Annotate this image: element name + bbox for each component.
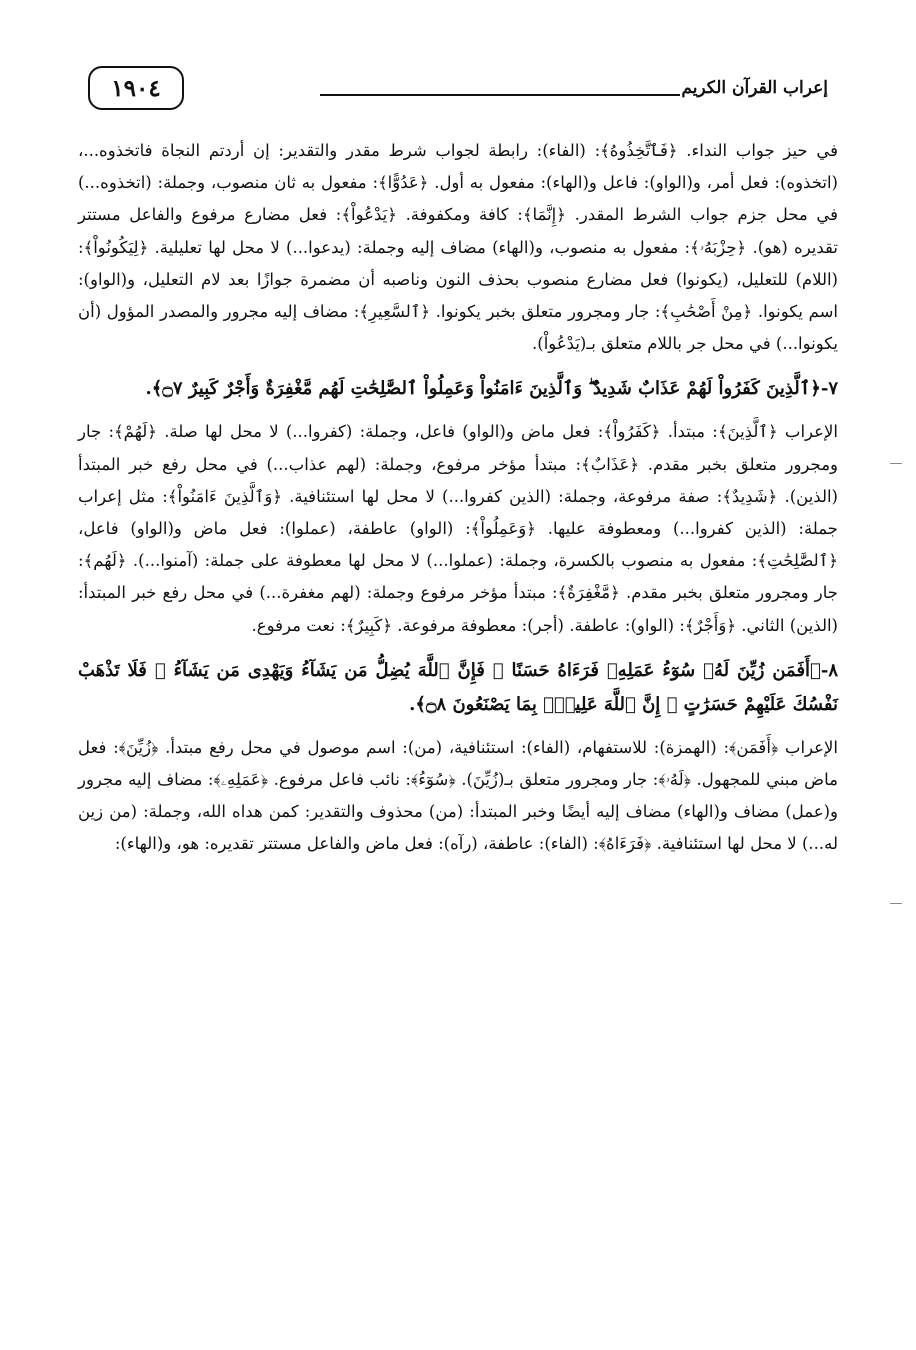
page-header [0,58,916,108]
quran-verse-7: ٧-﴿ٱلَّذِينَ كَفَرُواْ لَهُمْ عَذَابٌ شَدِيدٌ ۖ وَٱلَّذِينَ ءَامَنُواْ وَعَمِلُواْ ٱلصَّٰلِحَٰتِ لَهُم مَّغْفِرَةٌ وَأَجْرٌ كَبِيرٌ ۝٧﴾. [145,378,838,400]
header-divider [320,94,680,96]
book-title: إعراب القرآن الكريم [681,78,828,98]
paragraph-irab-verse-8: الإعراب ﴿أَفَمَن﴾: (الهمزة): للاستفهام، (الفاء): استئنافية، (من): اسم موصول في محل رفع مبتدأ. ﴿زُيِّنَ﴾: فعل ماض مبني للمجهول. ﴿لَهُۥ﴾: جار ومجرور متعلق بـ(زُيِّنَ). ﴿سُوٓءُ﴾: نائب فاعل مرفوع. ﴿عَمَلِهِۦ﴾: مضاف إليه مجرور و(عمل) مضاف و(الهاء) مضاف إليه أيضًا وخبر المبتدأ: (من) محذوف والتقدير: كمن هداه الله، وجملة: (من زين له...) لا محل لها استئنافية. ﴿فَرَءَاهُ﴾: (الفاء): عاطفة، (رآه): فعل ماض والفاعل مستتر تقديره: هو، و(الهاء): [78,737,838,854]
page-body [78,135,838,861]
margin-mark [890,463,902,464]
page-number: ١٩٠٤ [88,66,184,110]
quran-verse-8: ٨-﴿أَفَمَن زُيِّنَ لَهُۥ سُوٓءُ عَمَلِهِۦ فَرَءَاهُ حَسَنًا ۖ فَإِنَّ ٱللَّهَ يُضِلُّ مَن يَشَآءُ وَيَهْدِى مَن يَشَآءُ ۖ فَلَا تَذْهَبْ نَفْسُكَ عَلَيْهِمْ حَسَرَٰتٍ ۚ إِنَّ ٱللَّهَ عَلِيمٌۢ بِمَا يَصْنَعُونَ ۝٨﴾. [78,659,838,715]
paragraph-irab-verse-7: الإعراب ﴿ٱلَّذِينَ﴾: مبتدأ. ﴿كَفَرُواْ﴾: فعل ماض و(الواو) فاعل، وجملة: (كفروا...) لا محل لها صلة. ﴿لَهُمْ﴾: جار ومجرور متعلق بخبر مقدم. ﴿عَذَابٌ﴾: مبتدأ مؤخر مرفوع، وجملة: (لهم عذاب...) في محل رفع خبر المبتدأ (الذين). ﴿شَدِيدٌ﴾: صفة مرفوعة، وجملة: (الذين كفروا...) لا محل لها استئنافية. ﴿وَٱلَّذِينَ ءَامَنُواْ﴾: مثل إعراب جملة: (الذين كفروا...) ومعطوفة عليها. ﴿وَعَمِلُواْ﴾: (الواو) عاطفة، (عملوا): فعل ماض و(الواو) فاعل، ﴿ٱلصَّٰلِحَٰتِ﴾: مفعول به منصوب بالكسرة، وجملة: (عملوا...) لا محل لها معطوفة على جملة: (آمنوا...). ﴿لَهُم﴾: جار ومجرور متعلق بخبر مقدم. ﴿مَّغْفِرَةٌ﴾: مبتدأ مؤخر مرفوع وجملة: (لهم مغفرة...) في محل رفع خبر المبتدأ: (الذين) الثاني. ﴿وَأَجْرٌ﴾: (الواو): عاطفة. (أجر): معطوفة مرفوعة. ﴿كَبِيرٌ﴾: نعت مرفوع. [78,422,838,635]
paragraph-irab-verse-6: في حيز جواب النداء. ﴿فَٱتَّخِذُوهُ﴾: (الفاء): رابطة لجواب شرط مقدر والتقدير: إن أردتم النجاة فاتخذوه...، (اتخذوه): فعل أمر، و(الواو): فاعل و(الهاء): مفعول به أول. ﴿عَدُوًّا﴾: مفعول به ثان منصوب، وجملة: (اتخذوه...) في محل جزم جواب الشرط المقدر. ﴿إِنَّمَا﴾: كافة ومكفوفة. ﴿يَدْعُواْ﴾: فعل مضارع مرفوع والفاعل مستتر تقديره (هو). ﴿حِزْبَهُۥ﴾: مفعول به منصوب، و(الهاء) مضاف إليه وجملة: (يدعوا...) لا محل لها تعليلية. ﴿لِيَكُونُواْ﴾: (اللام) للتعليل، (يكونوا) فعل مضارع منصوب بحذف النون وناصبه أن مضمرة جوازًا بعد لام التعليل، و(الواو): اسم يكونوا. ﴿مِنْ أَصْحَٰبِ﴾: جار ومجرور متعلق بخبر يكونوا. ﴿ٱلسَّعِيرِ﴾: مضاف إليه مجرور والمصدر المؤول (أن يكونوا...) في محل جر باللام متعلق بـ(يَدْعُواْ). [78,141,838,354]
margin-mark [890,903,902,904]
